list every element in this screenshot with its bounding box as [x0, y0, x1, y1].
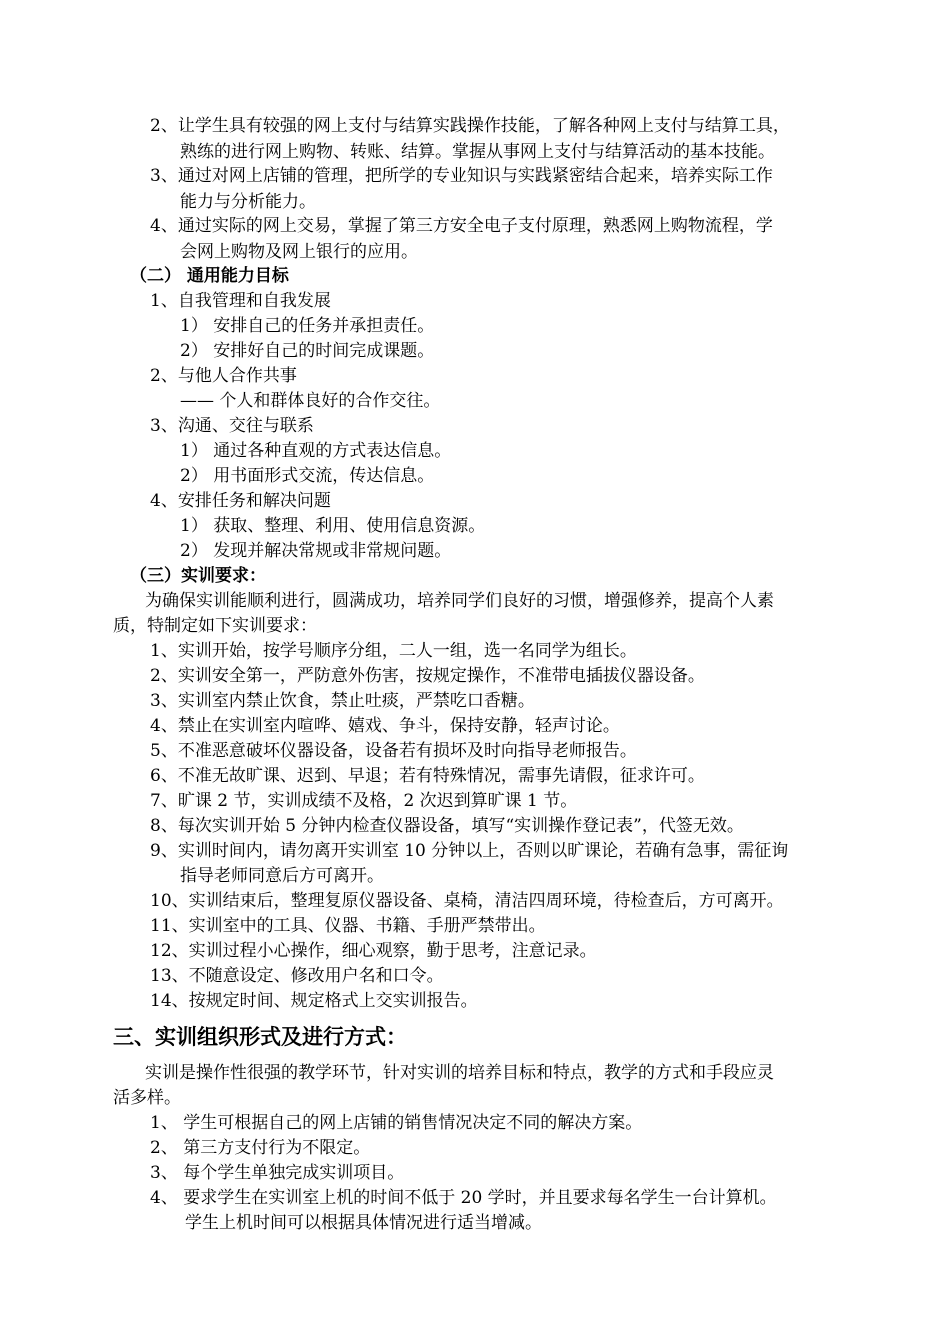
general-item-4-sub-2: 2） 发现并解决常规或非常规问题。: [180, 541, 452, 561]
goal-item-3-line2: 能力与分析能力。: [180, 192, 316, 212]
general-item-1-sub-2: 2） 安排好自己的时间完成课题。: [180, 341, 435, 361]
general-item-3-sub-1: 1） 通过各种直观的方式表达信息。: [180, 441, 452, 461]
requirement-item-6: 6、不准无故旷课、迟到、早退；若有特殊情况，需事先请假，征求许可。: [150, 766, 705, 786]
goal-item-2-line1: 2、让学生具有较强的网上支付与结算实践操作技能，了解各种网上支付与结算工具，: [150, 116, 790, 136]
general-item-1-title: 1、自我管理和自我发展: [150, 291, 331, 311]
requirements-intro-line2: 质，特制定如下实训要求：: [113, 616, 317, 636]
section-3-item-2: 2、 第三方支付行为不限定。: [150, 1138, 371, 1158]
requirement-item-12: 12、实训过程小心操作，细心观察，勤于思考，注意记录。: [150, 941, 597, 961]
requirement-item-14: 14、按规定时间、规定格式上交实训报告。: [150, 991, 478, 1011]
general-item-3-sub-2: 2） 用书面形式交流，传达信息。: [180, 466, 435, 486]
requirement-item-13: 13、不随意设定、修改用户名和口令。: [150, 966, 444, 986]
general-item-4-sub-1: 1） 获取、整理、利用、使用信息资源。: [180, 516, 486, 536]
general-item-2-title: 2、与他人合作共事: [150, 366, 297, 386]
section-3-item-4-line2: 学生上机时间可以根据具体情况进行适当增减。: [185, 1213, 542, 1233]
goal-item-4-line2: 会网上购物及网上银行的应用。: [180, 242, 418, 262]
requirement-item-9-line1: 9、实训时间内，请勿离开实训室 10 分钟以上，否则以旷课论，若确有急事，需征询: [150, 841, 789, 861]
requirement-item-7: 7、旷课 2 节，实训成绩不及格，2 次迟到算旷课 1 节。: [150, 791, 578, 811]
requirement-item-2: 2、实训安全第一，严防意外伤害，按规定操作，不准带电插拔仪器设备。: [150, 666, 705, 686]
goal-item-2-line2: 熟练的进行网上购物、转账、结算。掌握从事网上支付与结算活动的基本技能。: [180, 142, 775, 162]
section-3-heading: 三、实训组织形式及进行方式：: [113, 1025, 407, 1049]
section-3-item-1: 1、 学生可根据自己的网上店铺的销售情况决定不同的解决方案。: [150, 1113, 643, 1133]
requirements-intro-line1: 为确保实训能顺利进行，圆满成功，培养同学们良好的习惯，增强修养，提高个人素: [145, 591, 774, 611]
goal-item-3-line1: 3、通过对网上店铺的管理，把所学的专业知识与实践紧密结合起来，培养实际工作: [150, 166, 773, 186]
section-3-intro-line2: 活多样。: [113, 1088, 181, 1108]
requirement-item-4: 4、禁止在实训室内喧哗、嬉戏、争斗，保持安静，轻声讨论。: [150, 716, 620, 736]
requirement-item-5: 5、不准恶意破坏仪器设备，设备若有损坏及时向指导老师报告。: [150, 741, 637, 761]
general-item-3-title: 3、沟通、交往与联系: [150, 416, 314, 436]
goal-item-4-line1: 4、通过实际的网上交易，掌握了第三方安全电子支付原理，熟悉网上购物流程，学: [150, 216, 773, 236]
general-ability-heading: （二） 通用能力目标: [130, 266, 289, 286]
requirement-item-3: 3、实训室内禁止饮食，禁止吐痰，严禁吃口香糖。: [150, 691, 535, 711]
requirement-item-1: 1、实训开始，按学号顺序分组，二人一组，选一名同学为组长。: [150, 641, 637, 661]
section-3-item-3: 3、 每个学生单独完成实训项目。: [150, 1163, 405, 1183]
requirements-heading: （三）实训要求：: [130, 566, 266, 586]
requirement-item-8: 8、每次实训开始 5 分钟内检查仪器设备，填写“实训操作登记表”，代签无效。: [150, 816, 744, 836]
requirement-item-10: 10、实训结束后，整理复原仪器设备、桌椅，清洁四周环境，待检查后，方可离开。: [150, 891, 784, 911]
section-3-intro-line1: 实训是操作性很强的教学环节，针对实训的培养目标和特点，教学的方式和手段应灵: [145, 1063, 774, 1083]
requirement-item-11: 11、实训室中的工具、仪器、书籍、手册严禁带出。: [150, 916, 546, 936]
general-item-4-title: 4、安排任务和解决问题: [150, 491, 331, 511]
section-3-item-4-line1: 4、 要求学生在实训室上机的时间不低于 20 学时，并且要求每名学生一台计算机。: [150, 1188, 777, 1208]
requirement-item-9-line2: 指导老师同意后方可离开。: [180, 866, 384, 886]
general-item-1-sub-1: 1） 安排自己的任务并承担责任。: [180, 316, 435, 336]
general-item-2-sub-1: —— 个人和群体良好的合作交往。: [180, 391, 441, 411]
